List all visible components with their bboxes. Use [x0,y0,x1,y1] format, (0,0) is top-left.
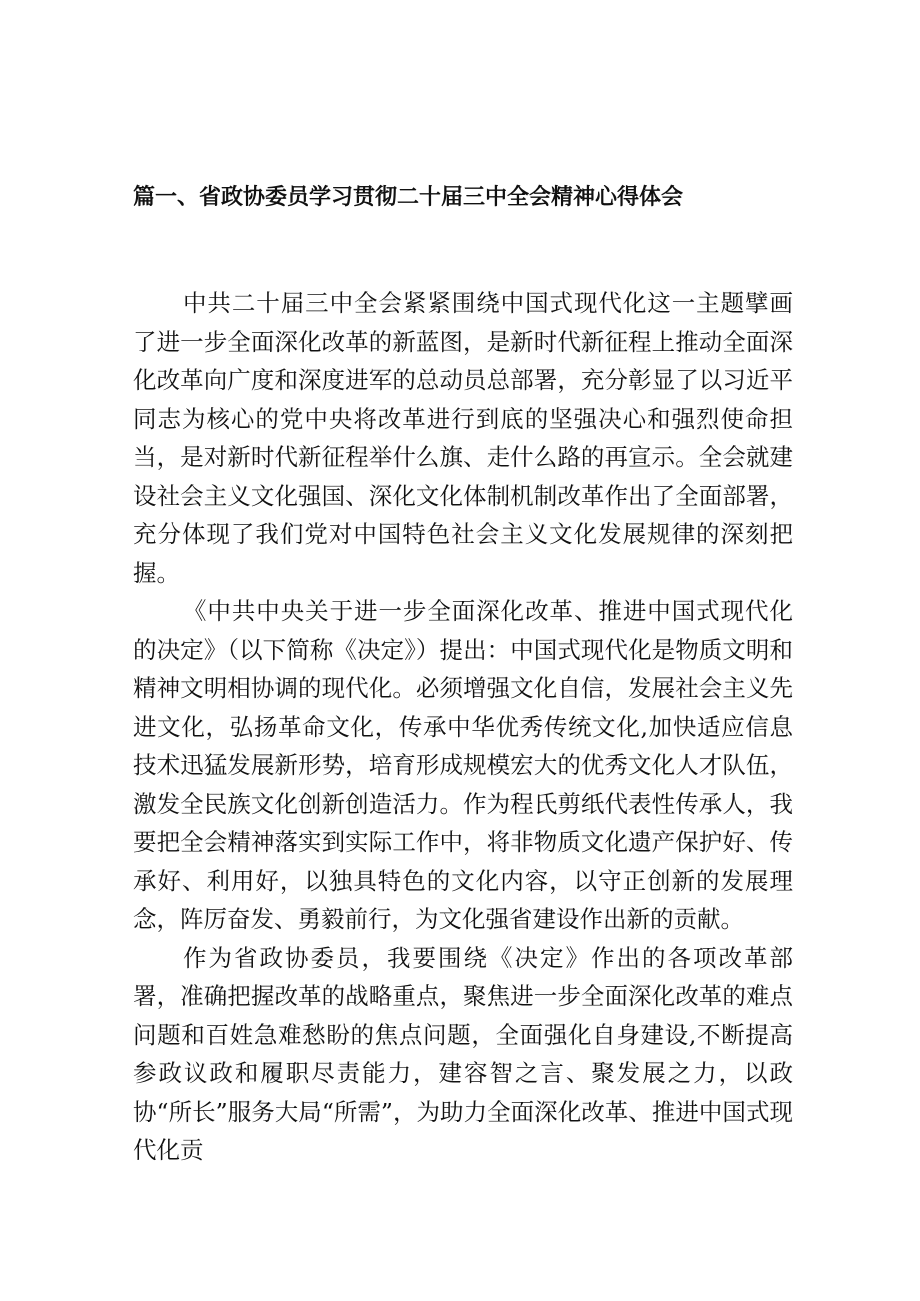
document-body [133,284,793,1170]
paragraph-3: 作为省政协委员，我要围绕《决定》作出的各项改革部署，准确把握改革的战略重点，聚焦进一步全面深化改革的难点问题和百姓急难愁盼的焦点问题，全面强化自身建设,不断提高参政议政和履职尽责能力，建容智之言、聚发展之力，以政协“所长”服务大局“所需”，为助力全面深化改革、推进中国式现代化贡 [133,943,793,1164]
document-title: 篇一、省政协委员学习贯彻二十届三中全会精神心得体会 [133,185,684,210]
paragraph-2: 《中共中央关于进一步全面深化改革、推进中国式现代化的决定》（以下简称《决定》）提出：中国式现代化是物质文明和精神文明相协调的现代化。必须增强文化自信，发展社会主义先进文化，弘扬革命文化，传承中华优秀传统文化,加快适应信息技术迅猛发展新形势，培育形成规模宏大的优秀文化人才队伍，激发全民族文化创新创造活力。作为程氏剪纸代表性传承人，我要把全会精神落实到实际工作中，将非物质文化遗产保护好、传承好、利用好，以独具特色的文化内容，以守正创新的发展理念，阵厉奋发、勇毅前行，为文化强省建设作出新的贡献。 [133,597,793,933]
paragraph-1: 中共二十届三中全会紧紧围绕中国式现代化这一主题擘画了进一步全面深化改革的新蓝图，是新时代新征程上推动全面深化改革向广度和深度进军的总动员总部署，充分彰显了以习近平同志为核心的党中央将改革进行到底的坚强决心和强烈使命担当，是对新时代新征程举什么旗、走什么路的再宣示。全会就建设社会主义文化强国、深化文化体制机制改革作出了全面部署，充分体现了我们党对中国特色社会主义文化发展规律的深刻把握。 [133,289,793,587]
